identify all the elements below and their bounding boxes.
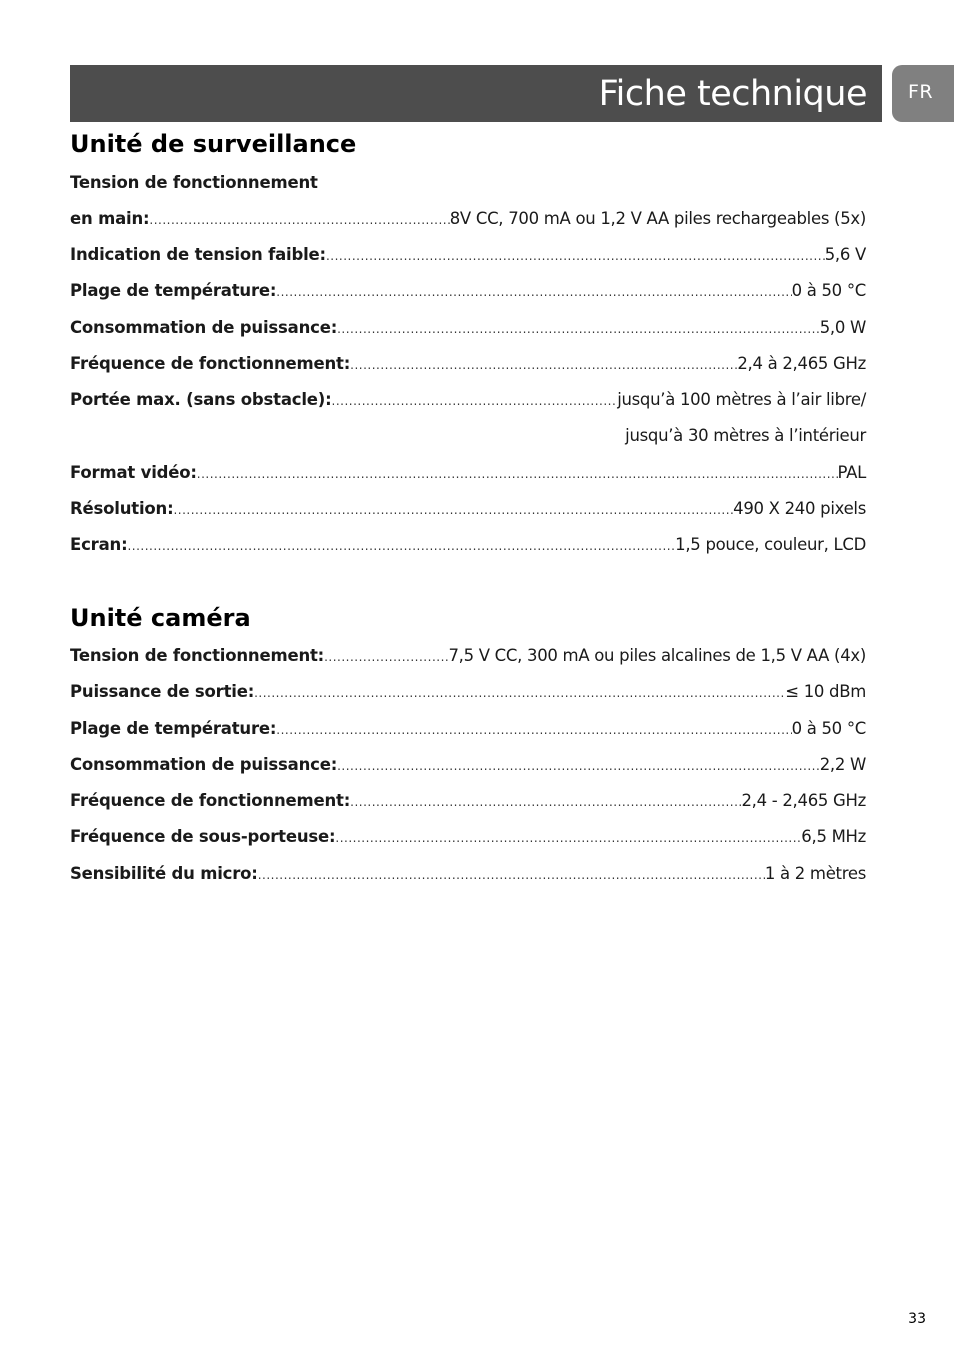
spec-row (70, 351, 866, 377)
spec-label: en main: (70, 209, 150, 228)
spec-value: 490 X 240 pixels (733, 499, 866, 518)
page-header-bar (70, 65, 882, 122)
dot-leader (258, 862, 765, 888)
dot-leader (335, 825, 801, 851)
spec-value: 2,4 - 2,465 GHz (741, 791, 866, 810)
spec-value: PAL (837, 463, 866, 482)
dot-leader (173, 497, 733, 523)
dot-leader (337, 316, 820, 342)
spec-row (70, 788, 866, 814)
spec-label: Sensibilité du micro: (70, 864, 258, 883)
spec-label: Fréquence de fonctionnement: (70, 354, 351, 373)
spec-value: 2,4 à 2,465 GHz (737, 354, 866, 373)
spec-value: 6,5 MHz (801, 827, 866, 846)
language-tab-label: FR (908, 81, 934, 103)
spec-row (70, 315, 866, 341)
language-tab (892, 65, 954, 122)
spec-row (70, 824, 866, 850)
spec-label: Fréquence de sous-porteuse: (70, 827, 336, 846)
spec-value-continuation: jusqu’à 30 mètres à l’intérieur (625, 426, 866, 445)
spec-value: 5,6 V (824, 245, 866, 264)
page-title: Fiche technique (598, 74, 867, 114)
spec-label: Consommation de puissance: (70, 318, 338, 337)
spec-row (70, 460, 866, 486)
dot-leader (350, 352, 737, 378)
spec-label: Plage de température: (70, 281, 277, 300)
spec-value: 1 à 2 mètres (764, 864, 866, 883)
spec-row (70, 679, 866, 705)
spec-row (70, 278, 866, 304)
dot-leader (326, 243, 825, 269)
dot-leader (276, 717, 791, 743)
spec-row (70, 242, 866, 268)
spec-value: jusqu’à 100 mètres à l’air libre/ (617, 390, 866, 409)
dot-leader (127, 533, 675, 559)
spec-label: Portée max. (sans obstacle): (70, 390, 332, 409)
spec-row (70, 387, 866, 413)
spec-row (70, 861, 866, 887)
spec-label: Résolution: (70, 499, 174, 518)
spec-value: 5,0 W (819, 318, 866, 337)
dot-leader (254, 680, 785, 706)
spec-row (70, 752, 866, 778)
dot-leader (337, 753, 820, 779)
dot-leader (324, 644, 448, 670)
spec-label: Format vidéo: (70, 463, 197, 482)
spec-label: Tension de fonctionnement: (70, 646, 325, 665)
spec-value: 1,5 pouce, couleur, LCD (675, 535, 866, 554)
spec-preamble-label: Tension de fonctionnement (70, 173, 318, 192)
spec-label: Consommation de puissance: (70, 755, 338, 774)
spec-row (70, 716, 866, 742)
spec-value: 7,5 V CC, 300 mA ou piles alcalines de 1,5 V AA (4x) (448, 646, 866, 665)
spec-label: Indication de tension faible: (70, 245, 326, 264)
dot-leader (197, 461, 838, 487)
spec-row (70, 206, 866, 232)
spec-value: 0 à 50 °C (791, 719, 866, 738)
spec-label: Puissance de sortie: (70, 682, 255, 701)
page-number: 33 (908, 1311, 926, 1327)
dot-leader (350, 789, 741, 815)
spec-row (70, 643, 866, 669)
spec-label: Fréquence de fonctionnement: (70, 791, 351, 810)
section-heading-camera: Unité caméra (70, 604, 251, 632)
spec-value: ≤ 10 dBm (785, 682, 866, 701)
spec-value: 0 à 50 °C (791, 281, 866, 300)
spec-label: Ecran: (70, 535, 128, 554)
dot-leader (276, 279, 791, 305)
spec-value: 2,2 W (819, 755, 866, 774)
spec-label: Plage de température: (70, 719, 277, 738)
section-heading-surveillance: Unité de surveillance (70, 130, 357, 158)
dot-leader (149, 207, 449, 233)
spec-row (70, 532, 866, 558)
dot-leader (332, 388, 618, 414)
spec-row (70, 496, 866, 522)
spec-value: 8V CC, 700 mA ou 1,2 V AA piles rechargeables (5x) (449, 209, 866, 228)
